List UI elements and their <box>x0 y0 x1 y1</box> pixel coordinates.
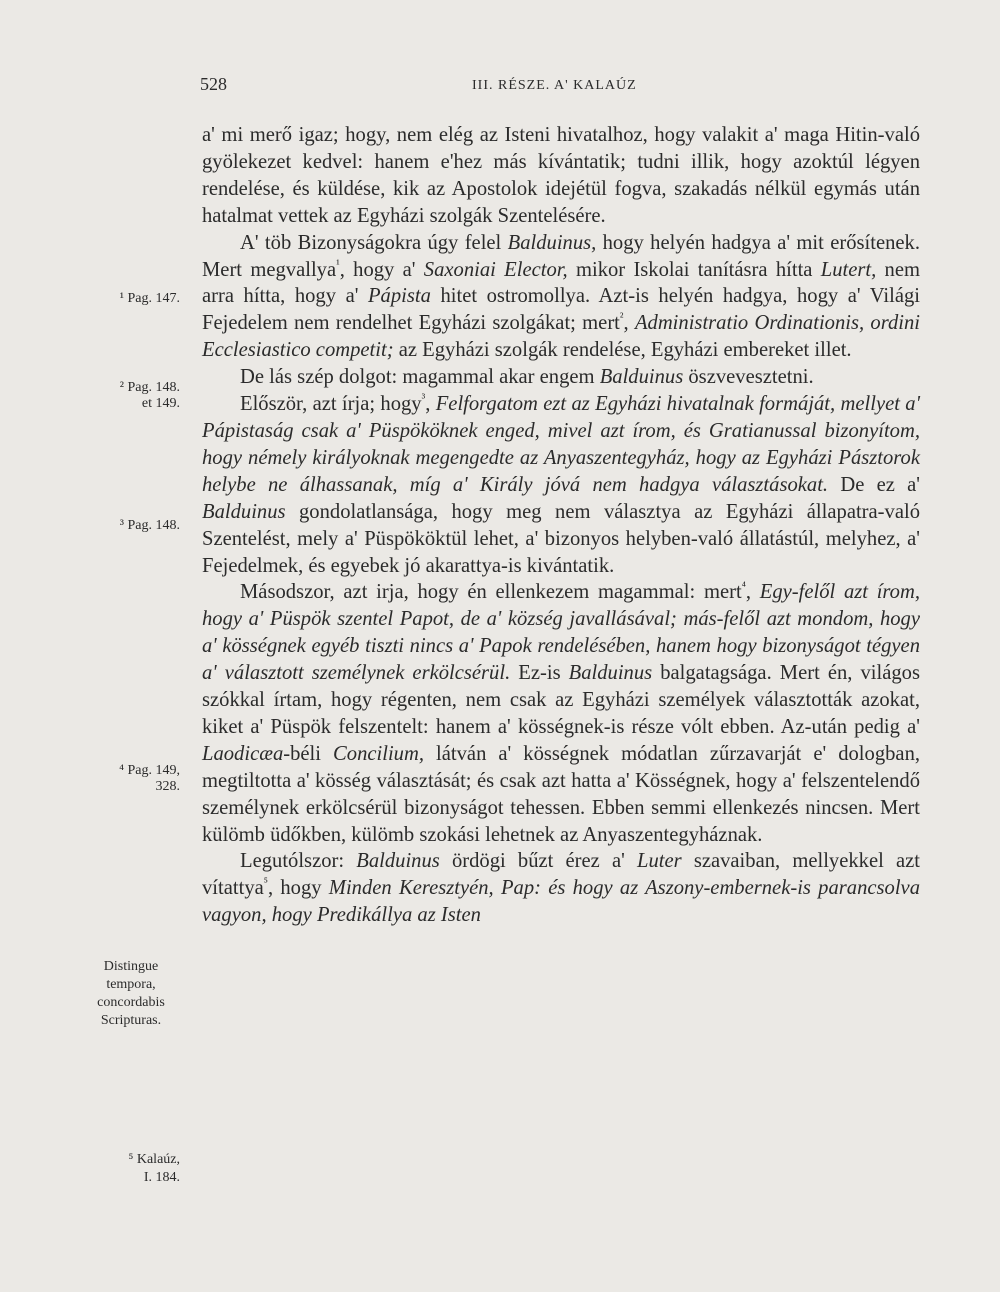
margin-note: ³ Pag. 148. <box>119 518 180 533</box>
page-number: 528 <box>200 74 227 94</box>
margin-note: I. 184. <box>143 1170 180 1185</box>
running-head: III. RÉSZE. A' KALAÚZ <box>472 78 637 93</box>
margin-note: Distingue <box>103 959 159 974</box>
margin-note: tempora, <box>106 977 156 992</box>
margin-note: ⁴ Pag. 149, <box>119 763 180 778</box>
paragraph: De lás szép dolgot: magammal akar engem Balduinus öszvevesztetni. <box>240 366 814 389</box>
paragraph: a' mi merő igaz; hogy, nem elég az Isteni hivatalhoz, hogy valakit a' maga Hitin-való gyölekezet kedvel: hanem e'hez más kívántatik; tudni illik, hogy azoktúl légyen rendelése, és küldése, kik az Apostolok idejétül fogva, szakadás nélkül egymás után hatalmat vettek az Egyházi szolgák Szentelésére. <box>202 124 920 227</box>
margin-note: Scripturas. <box>100 1013 162 1028</box>
paragraph: A' töb Bizonyságokra úgy felel Balduinus, hogy helyén hadgya a' mit erősítenek. Mert megvallya$^{^1}$, hogy a' Saxoniai Elector, mikor Iskolai tanításra hítta Lutert, nem arra hítta, hogy a' Pápista hitet ostromollya. Azt-is helyén hadgya, hogy a' Világi Fejedelem nem rendelhet Egyházi szolgákat; mert$^{^2}$, Administratio Ordinationis, ordini Ecclesiastico competit; az Egyházi szolgák rendelése, Egyházi embereket illet. <box>202 231 921 362</box>
margin-note: ¹ Pag. 147. <box>119 291 180 306</box>
margin-note: 328. <box>155 779 180 794</box>
margin-note: concordabis <box>97 995 165 1010</box>
margin-note: et 149. <box>141 396 180 411</box>
body-text <box>202 122 920 929</box>
paragraph: Legutólszor: Balduinus ördögi bűzt érez a' Luter szavaiban, mellyekkel azt vítattya$^{^5}$, hogy Minden Keresztyén, Pap: és hogy az Aszony-embernek-is parancsolva vagyon, hogy Predikállya az Isten <box>202 850 921 927</box>
margin-note: ² Pag. 148. <box>119 380 180 395</box>
margin-note: ⁵ Kalaúz, <box>128 1152 180 1167</box>
paragraph: Először, azt írja; hogy$^{^3}$, Felforgatom ezt az Egyházi hivatalnak formáját, mellyet a' Pápistaság csak a' Püspököknek enged, mivel azt írom, és Gratianussal bizonyítom, hogy némely királyoknak megengedte az Anyaszentegyház, hogy az Egyházi Pásztorok helybe ne álhassanak, míg a' Király jóvá nem hadgya választásokat. De ez a' Balduinus gondolatlansága, hogy meg nem választya az Egyházi állapatra-való Szentelést, mely a' Püspököktül lehet, a' bizonyos helyben-való állatástúl, melyhez, a' Fejedelmek, és egyebek jó akarattya-is kivántatik. <box>202 391 921 577</box>
paragraph: Másodszor, azt irja, hogy én ellenkezem magammal: mert$^{^4}$, Egy-felől azt írom, hogy a' Püspök szentel Papot, de a' község javallásával; más-felől azt mondom, hogy a' kösségnek egyéb tiszti nincs a' Papok rendelésében, hanem hogy bizonyságot tégyen a' választott személynek erkölcsérül. Ez-is Balduinus balgatagsága. Mert én, világos szókkal írtam, hogy régenten, nem csak az Egyházi személyek választották azokat, kiket a' Püspök felszentelt: hanem a' kösségnek-is része vólt ebben. Az-után pedig a' Laodicæa-béli Concilium, látván a' kösségnek módatlan zűrzavarját e' dologban, megtiltotta a' kösség választását; és csak azt hatta a' Kösségnek, hogy a' felszentelendő személynek erkölcsérül bizonyságot tehessen. Ebben semmi ellenkezés nincsen. Mert külömb üdőkben, külömb szokási lehetnek az Anyaszentegyháznak. <box>202 579 921 846</box>
